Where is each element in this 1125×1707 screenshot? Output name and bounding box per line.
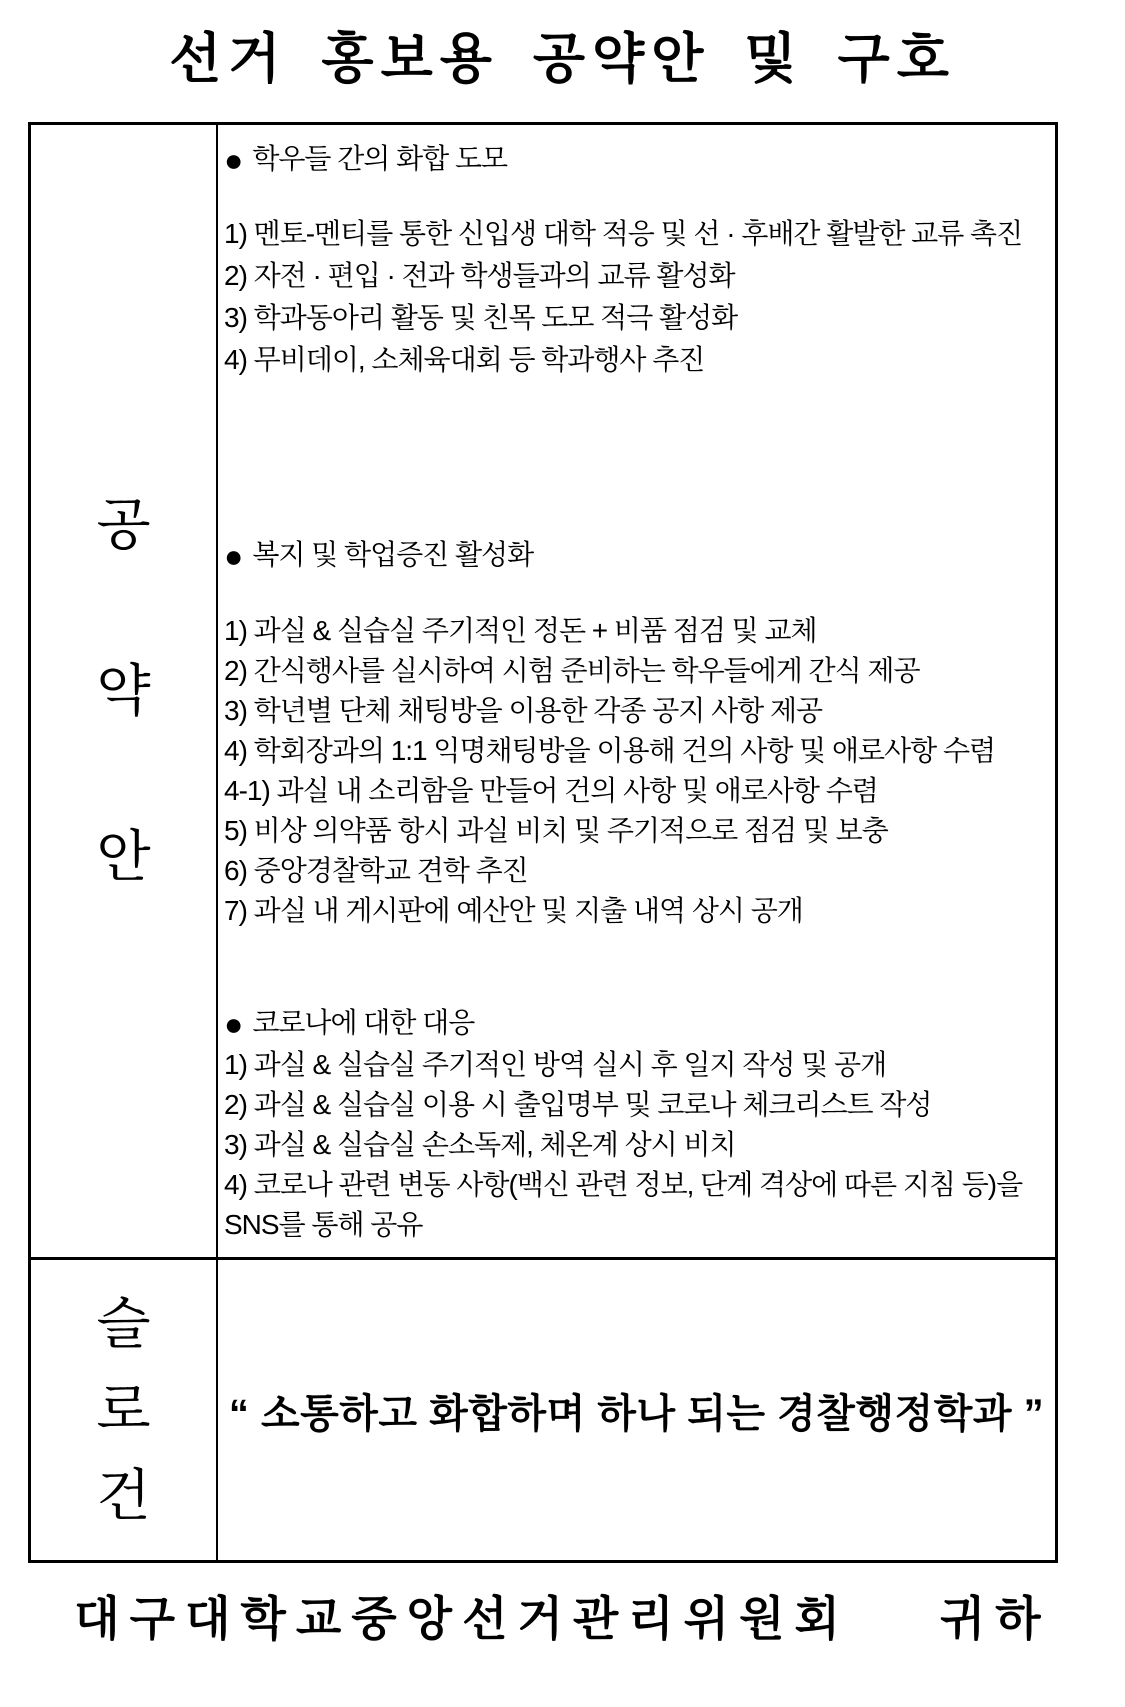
- pledge-item: 6) 중앙경찰학교 견학 추진: [224, 855, 528, 886]
- bullet-icon: ●: [224, 1006, 243, 1042]
- pledge-item: 3) 과실 & 실습실 손소독제, 체온계 상시 비치: [224, 1129, 736, 1160]
- pledge-item: 2) 자전 · 편입 · 전과 학생들과의 교류 활성화: [224, 260, 735, 291]
- pledge-item: 4) 코로나 관련 변동 사항(백신 관련 정보, 단계 격상에 따른 지침 등)을 SNS를 통해 공유: [224, 1169, 1023, 1240]
- pledge-item: 7) 과실 내 게시판에 예산안 및 지출 내역 상시 공개: [224, 895, 803, 926]
- section-header: [224, 533, 1049, 577]
- page-title: 선거 홍보용 공약안 및 구호: [169, 29, 956, 89]
- section-items: [224, 213, 1049, 381]
- section-header: [224, 1001, 1049, 1045]
- pledge-label-cell: [31, 125, 218, 1257]
- pledge-item: 2) 간식행사를 실시하여 시험 준비하는 학우들에게 간식 제공: [224, 655, 920, 686]
- section-header-text: 학우들 간의 화합 도모: [252, 143, 508, 174]
- pledge-row: [31, 125, 1055, 1260]
- pledge-section-covid: [224, 1001, 1049, 1245]
- bullet-icon: ●: [224, 538, 243, 574]
- footer-honorific: 귀하: [939, 1592, 1051, 1645]
- pledge-item: 4-1) 과실 내 소리함을 만들어 건의 사항 및 애로사항 수렴: [224, 775, 878, 806]
- pledge-item: 3) 학년별 단체 채팅방을 이용한 각종 공지 사항 제공: [224, 695, 823, 726]
- pledge-label-char-1: 공: [96, 493, 151, 556]
- pledge-item: 1) 과실 & 실습실 주기적인 정돈 + 비품 점검 및 교체: [224, 615, 817, 646]
- pledge-item: 2) 과실 & 실습실 이용 시 출입명부 및 코로나 체크리스트 작성: [224, 1089, 932, 1120]
- slogan-row: [31, 1260, 1055, 1560]
- pledge-item: 1) 과실 & 실습실 주기적인 방역 실시 후 일지 작성 및 공개: [224, 1049, 887, 1080]
- slogan-label-char-3: 건: [96, 1464, 151, 1527]
- section-header: [224, 137, 1049, 181]
- pledge-section-welfare: [224, 533, 1049, 931]
- section-items: [224, 611, 1049, 931]
- pledge-item: 3) 학과동아리 활동 및 친목 도모 적극 활성화: [224, 302, 738, 333]
- pledge-item: 4) 무비데이, 소체육대회 등 학과행사 추진: [224, 344, 705, 375]
- slogan-label-cell: [31, 1260, 218, 1560]
- slogan-content-cell: [218, 1260, 1055, 1560]
- pledge-section-harmony: [224, 137, 1049, 381]
- pledge-item: 5) 비상 의약품 항시 과실 비치 및 주기적으로 점검 및 보충: [224, 815, 888, 846]
- footer-recipient: [0, 1589, 1125, 1649]
- section-header-text: 코로나에 대한 대응: [252, 1007, 475, 1038]
- pledge-label-char-2: 약: [96, 659, 151, 722]
- bullet-icon: ●: [224, 142, 243, 178]
- pledge-content-cell: [218, 125, 1055, 1257]
- section-items: [224, 1045, 1049, 1245]
- pledge-item: 4) 학회장과의 1:1 익명채팅방을 이용해 건의 사항 및 애로사항 수렴: [224, 735, 996, 766]
- slogan-label-char-1: 슬: [96, 1292, 151, 1355]
- slogan-text: “ 소통하고 화합하며 하나 되는 경찰행정학과 ”: [228, 1391, 1045, 1436]
- slogan-label-char-2: 로: [96, 1378, 151, 1441]
- section-header-text: 복지 및 학업증진 활성화: [252, 539, 534, 570]
- pledge-item: 1) 멘토-멘티를 통한 신입생 대학 적응 및 선 · 후배간 활발한 교류 촉진: [224, 218, 1023, 249]
- footer-committee: 대구대학교중앙선거관리위원회: [74, 1592, 850, 1645]
- pledge-table: [28, 122, 1058, 1563]
- pledge-label-char-3: 안: [96, 825, 151, 888]
